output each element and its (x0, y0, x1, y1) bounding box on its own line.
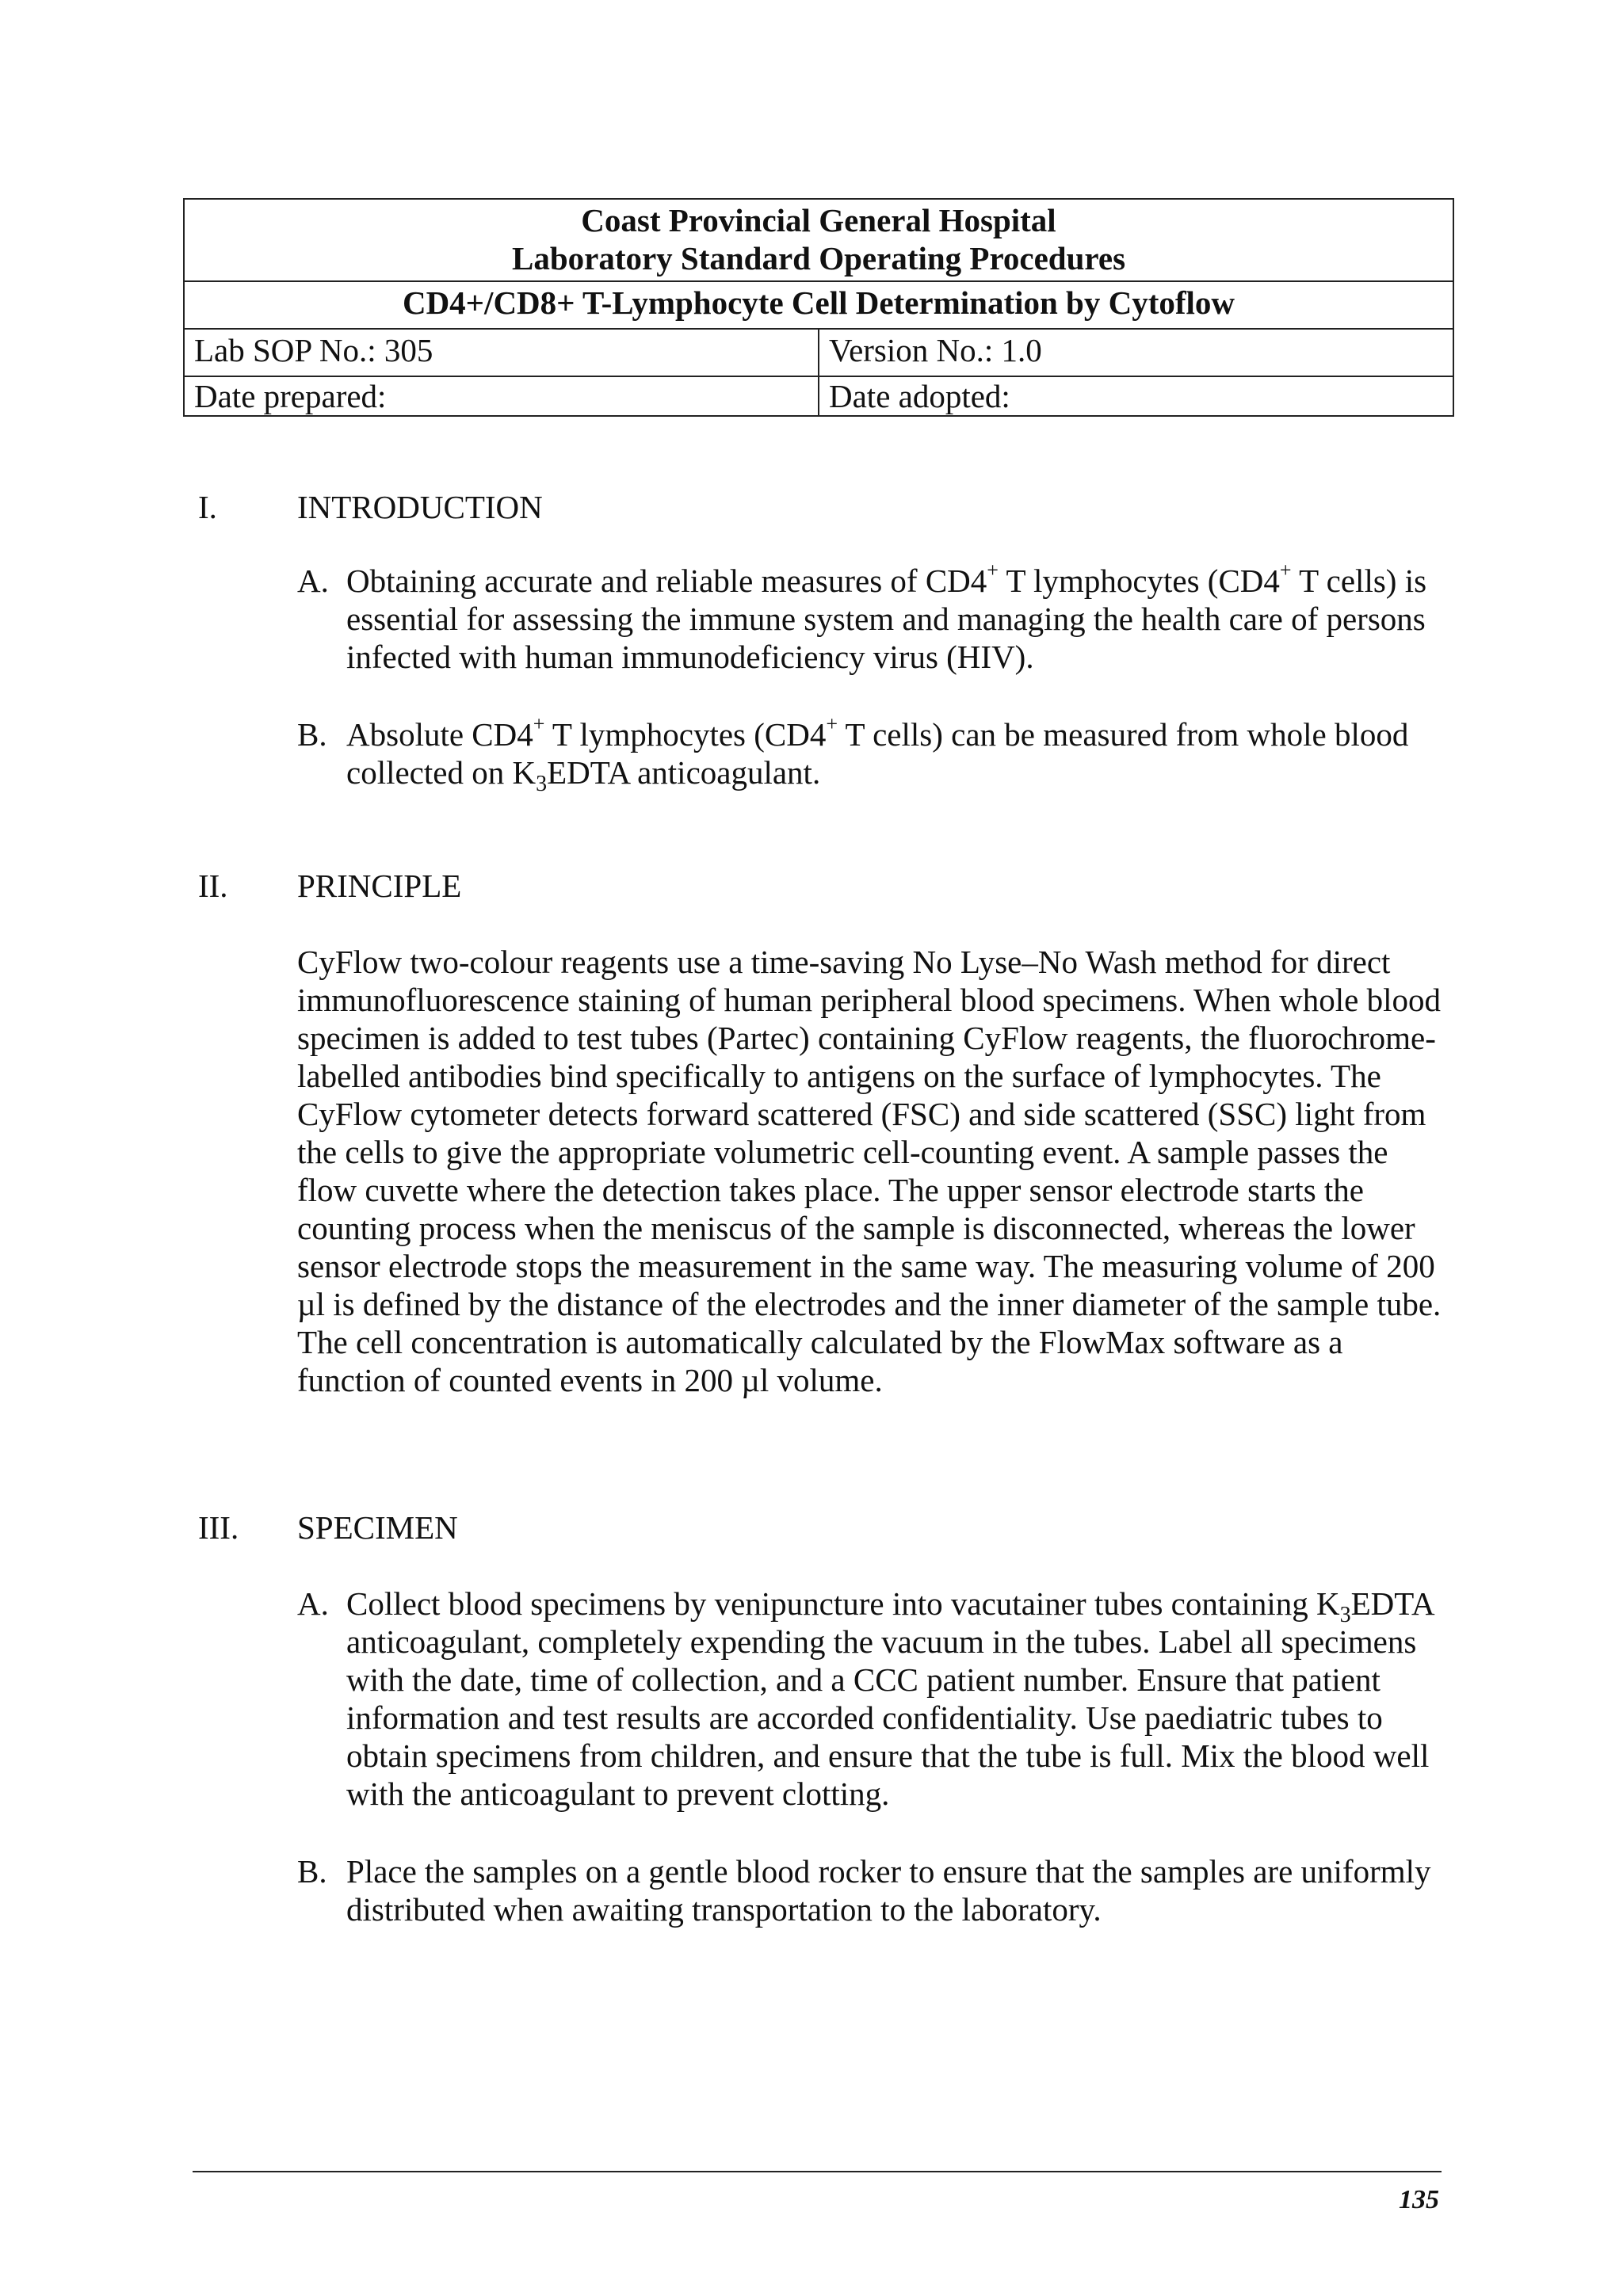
intro-item-a (297, 559, 1454, 676)
principle-paragraph: CyFlow two-colour reagents use a time-saving No Lyse–No Wash method for direct immunofluorescence staining of human peripheral blood specimens. When whole blood specimen is added to test tubes (Partec) containing CyFlow reagents, the fluorochrome-labelled antibodies bind specifically to antigens on the surface of lymphocytes. The CyFlow cytometer detects forward scattered (FSC) and side scattered (SSC) light from the cells to give the appropriate volumetric cell-counting event. A sample passes the flow cuvette where the detection takes place. The upper sensor electrode starts the counting process when the meniscus of the sample is disconnected, whereas the lower sensor electrode stops the measurement in the same way. The measuring volume of 200 µl is defined by the distance of the electrodes and the inner diameter of the sample tube. The cell concentration is automatically calculated by the FlowMax software as a function of counted events in 200 µl volume. (297, 944, 1442, 1398)
hospital-name: Coast Provincial General Hospital (581, 202, 1056, 238)
item-text: Obtaining accurate and reliable measures of CD4+ T lymphocytes (CD4+ T cells) is essential for assessing the immune system and managing the health care of persons infected with human immunodeficiency virus (HIV). (346, 559, 1427, 675)
item-letter: A. (297, 1585, 329, 1622)
item-text: Absolute CD4+ T lymphocytes (CD4+ T cells) can be measured from whole blood collected on $K_3EDTA$ anticoagulant. (346, 712, 1409, 797)
date-prepared: Date prepared: (184, 376, 819, 416)
procedure-title: CD4+/CD8+ T-Lymphocyte Cell Determination by Cytoflow (184, 281, 1453, 329)
item-letter: B. (297, 716, 327, 753)
sop-header-table (183, 198, 1454, 417)
page-number: 135 (1399, 2185, 1439, 2214)
specimen-item-b (297, 1852, 1454, 1928)
intro-item-b (297, 712, 1454, 797)
section-number: II. (198, 868, 228, 904)
section-number: III. (198, 1509, 239, 1546)
sop-number: Lab SOP No.: 305 (184, 329, 819, 376)
item-letter: B. (297, 1853, 327, 1890)
section-title: INTRODUCTION (297, 489, 543, 525)
section-title: SPECIMEN (297, 1509, 458, 1546)
item-text: Place the samples on a gentle blood rocker to ensure that the samples are uniformly distributed when awaiting transportation to the laboratory. (346, 1853, 1431, 1928)
specimen-item-a (297, 1585, 1454, 1813)
item-letter: A. (297, 563, 329, 599)
section-title: PRINCIPLE (297, 868, 462, 904)
version-number: Version No.: 1.0 (819, 329, 1453, 376)
section-number: I. (198, 489, 217, 525)
item-text: Collect blood specimens by venipuncture into vacutainer tubes containing $K_3EDTA$ anticoagulant, completely expending the vacuum in the tubes. Label all specimens with the date, time of collection, and a CCC patient number. Ensure that patient information and test results are accorded confidentiality. Use paediatric tubes to obtain specimens from children, and ensure that the tube is full. Mix the blood well with the anticoagulant to prevent clotting. (346, 1585, 1434, 1812)
procedures-subtitle: Laboratory Standard Operating Procedures (511, 240, 1126, 277)
header-title-cell (184, 199, 1453, 281)
date-adopted: Date adopted: (819, 376, 1453, 416)
footer-rule (193, 2171, 1442, 2172)
